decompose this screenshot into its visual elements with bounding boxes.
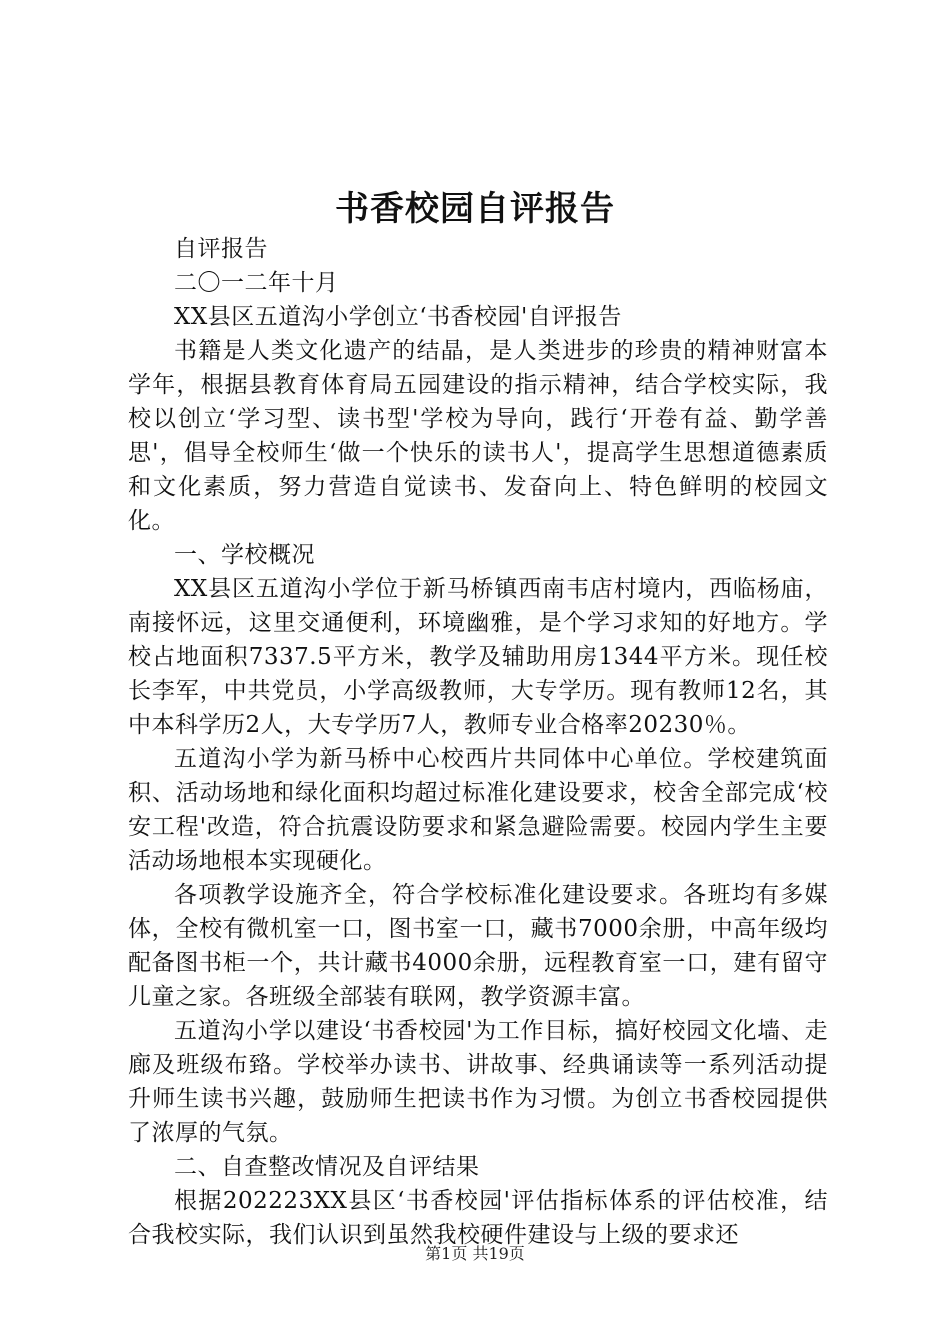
paragraph-school-facilities: 五道沟小学为新马桥中心校西片共同体中心单位。学校建筑面积、活动场地和绿化面积均超过标准化建设要求，校舍全部完成‘校安工程'改造，符合抗震设防要求和紧急避险需要。校园内学生主要活动场地根本实现硬化。	[128, 746, 828, 874]
paragraph-date: 二〇一二年十月	[174, 270, 339, 296]
paragraph-report-heading: XX县区五道沟小学创立‘书香校园'自评报告	[174, 304, 622, 330]
paragraph-subtitle: 自评报告	[174, 236, 268, 262]
paragraph-evaluation: 根据202223XX县区‘书香校园'评估指标体系的评估校准，结合我校实际，我们认识到虽然我校硬件建设与上级的要求还	[128, 1188, 828, 1248]
document-body	[128, 232, 828, 1252]
paragraph-intro: 书籍是人类文化遗产的结晶，是人类进步的珍贵的精神财富本学年，根据县教育体育局五园建设的指示精神，结合学校实际，我校以创立‘学习型、读书型'学校为导向，践行‘开卷有益、勤学善思'，倡导全校师生‘做一个快乐的读书人'，提高学生思想道德素质和文化素质，努力营造自觉读书、发奋向上、特色鲜明的校园文化。	[128, 338, 828, 534]
section-heading-overview: 一、学校概况	[174, 542, 315, 568]
section-heading-self-check: 二、自查整改情况及自评结果	[174, 1154, 480, 1180]
paragraph-teaching-equipment: 各项教学设施齐全，符合学校标准化建设要求。各班均有多媒体，全校有微机室一口，图书室一口，藏书7000余册，中高年级均配备图书柜一个，共计藏书4000余册，远程教育室一口，建有留守儿童之家。各班级全部装有联网，教学资源丰富。	[128, 882, 828, 1010]
paragraph-school-location: XX县区五道沟小学位于新马桥镇西南韦店村境内，西临杨庙，南接怀远，这里交通便利，环境幽雅，是个学习求知的好地方。学校占地面积7337.5平方米，教学及辅助用房1344平方米。现任校长李军，中共党员，小学高级教师，大专学历。现有教师12名，其中本科学历2人，大专学历7人，教师专业合格率20230％。	[128, 576, 828, 738]
document-title: 书香校园自评报告	[335, 189, 615, 229]
paragraph-reading-goal: 五道沟小学以建设‘书香校园'为工作目标，搞好校园文化墙、走廊及班级布臵。学校举办读书、讲故事、经典诵读等一系列活动提升师生读书兴趣，鼓励师生把读书作为习惯。为创立书香校园提供了浓厚的气氛。	[128, 1018, 828, 1146]
page-number-footer: 第1页 共19页	[425, 1244, 525, 1263]
